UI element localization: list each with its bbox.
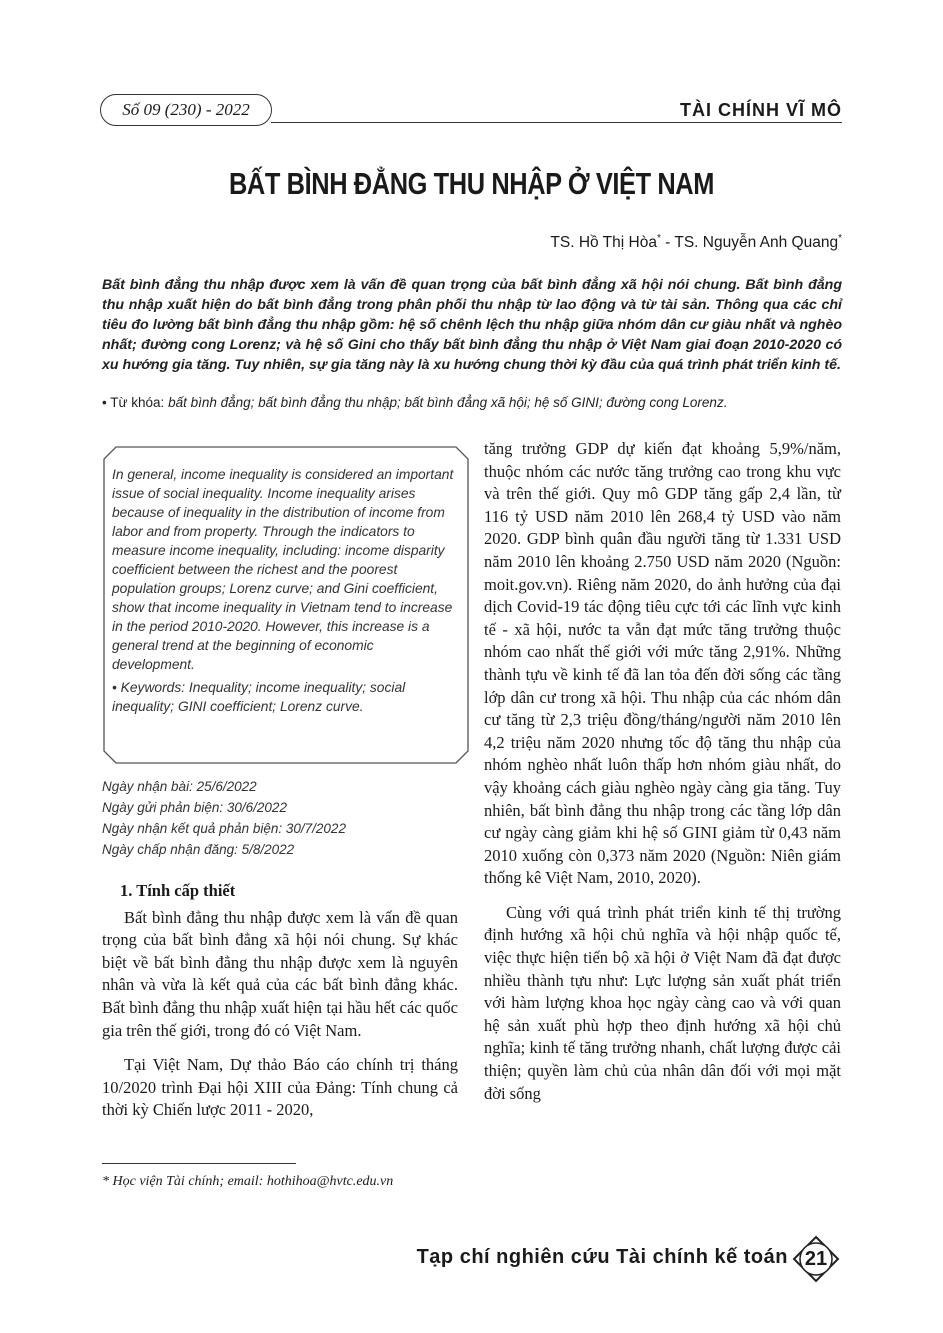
- english-abstract-text: [112, 465, 455, 716]
- body-paragraph: Cùng với quá trình phát triển kinh tế thị trường định hướng xã hội chủ nghĩa và hội nhập quốc tế, việc thực hiện tiến bộ xã hội ở Việt Nam đã đạt được nhiều thành tựu như: Lực lượng sản xuất phát triển với hàm lượng khoa học ngày càng cao và với quan hệ sản xuất phù hợp theo định hướng xã hội chủ nghĩa; kinh tế tăng trưởng nhanh, chất lượng được cải thiện; quyền làm chủ của nhân dân đối với mọi mặt đời sống: [484, 902, 841, 1103]
- english-keywords: • Keywords: Inequality; income inequality; social inequality; GINI coefficient; Lorenz curve.: [112, 680, 406, 714]
- date-sent-review: Ngày gửi phản biện: 30/6/2022: [102, 800, 287, 815]
- article-dates: [102, 776, 462, 860]
- body-paragraph: Bất bình đẳng thu nhập được xem là vấn đề quan trọng của bất bình đẳng xã hội nói chung. Sự khác biệt về bất bình đẳng thu nhập được xem là nguyên nhân và vừa là kết quả của các bất bình đẳng khác. Bất bình đẳng thu nhập xuất hiện tại hầu hết các quốc gia trên thế giới, trong đó có Việt Nam.: [102, 907, 458, 1040]
- author-2: TS. Nguyễn Anh Quang: [674, 234, 839, 252]
- article-title: BẤT BÌNH ĐẲNG THU NHẬP Ở VIỆT NAM: [228, 166, 715, 201]
- left-column: [102, 880, 458, 1122]
- keywords-label: • Từ khóa:: [102, 395, 165, 410]
- vietnamese-keywords: [102, 395, 842, 410]
- date-received: Ngày nhận bài: 25/6/2022: [102, 779, 257, 794]
- section-label: TÀI CHÍNH VĨ MÔ: [680, 100, 842, 120]
- issue-badge: Số 09 (230) - 2022: [100, 94, 272, 126]
- article-authors: [550, 233, 842, 252]
- body-paragraph: Tại Việt Nam, Dự thảo Báo cáo chính trị tháng 10/2020 trình Đại hội XIII của Đảng: Tính chung cả thời kỳ Chiến lược 2011 - 2020,: [102, 1055, 458, 1120]
- author-1-mark: *: [656, 233, 661, 244]
- keywords-value: bất bình đẳng; bất bình đẳng thu nhập; bất bình đẳng xã hội; hệ số GINI; đường cong Lorenz.: [168, 395, 728, 410]
- section-heading: 1. Tính cấp thiết: [120, 881, 236, 900]
- author-2-mark: *: [838, 233, 842, 244]
- header-rule: [271, 122, 842, 123]
- footnote-rule: [102, 1163, 296, 1164]
- footnote: * Học viện Tài chính; email: hothihoa@hvtc.edu.vn: [102, 1174, 394, 1189]
- author-separator: -: [660, 234, 675, 252]
- body-paragraph: tăng trưởng GDP dự kiến đạt khoảng 5,9%/năm, thuộc nhóm các nước tăng trưởng cao trong khu vực và trên thế giới. Quy mô GDP tăng gấp 2,4 lần, từ 116 tỷ USD năm 2010 lên 268,4 tỷ USD vào năm 2020. GDP bình quân đầu người tăng từ 1.331 USD năm 2010 lên khoảng 2.750 USD năm 2020 (Nguồn: moit.gov.vn). Riêng năm 2020, do ảnh hưởng của đại dịch Covid-19 tác động tiêu cực tới các lĩnh vực kinh tế - xã hội, nước ta vẫn đạt mức tăng trưởng thuộc nhóm cao nhất thế giới với mức tăng 2,91%. Những thành tựu về kinh tế đã lan tỏa đến đời sống các tầng lớp dân cư trong xã hội. Thu nhập của các nhóm dân cư tăng từ 2,3 triệu đồng/tháng/người năm 2010 lên 4,2 triệu năm 2020 nhưng tốc độ tăng thu nhập của nhóm nghèo nhất luôn thấp hơn nhóm giàu nhất, do vậy khoảng cách giàu nghèo ngày càng gia tăng. Tuy nhiên, bất bình đẳng thu nhập trong các tầng lớp dân cư ngày càng giảm khi hệ số GINI giảm từ 0,43 năm 2010 xuống còn 0,373 năm 2020 (Nguồn: Niên giám thống kê Việt Nam, 2010, 2020).: [484, 439, 841, 888]
- page-number: 21: [804, 1248, 828, 1270]
- english-abstract-box: [102, 445, 470, 765]
- journal-name: Tạp chí nghiên cứu Tài chính kế toán: [416, 1246, 788, 1268]
- date-review-result: Ngày nhận kết quả phản biện: 30/7/2022: [102, 821, 346, 836]
- date-accepted: Ngày chấp nhận đăng: 5/8/2022: [102, 842, 295, 857]
- vietnamese-abstract: Bất bình đẳng thu nhập được xem là vấn đề quan trọng của bất bình đẳng xã hội nói chung. Bất bình đẳng thu nhập xuất hiện do bất bình đẳng trong phân phối thu nhập từ lao động và từ tài sản. Thông qua các chỉ tiêu đo lường bất bình đẳng thu nhập gồm: hệ số chênh lệch thu nhập giữa nhóm dân cư giàu nhất và nghèo nhất; đường cong Lorenz; và hệ số Gini cho thấy bất bình đẳng thu nhập ở Việt Nam giai đoạn 2010-2020 có xu hướng gia tăng. Tuy nhiên, sự gia tăng này là xu hướng chung thời kỳ đầu của quá trình phát triển kinh tế.: [102, 277, 842, 373]
- author-1: TS. Hồ Thị Hòa: [550, 234, 657, 252]
- english-abstract: In general, income inequality is considered an important issue of social inequality. Income inequality arises because of inequality in the distribution of income from labor and from property. Through the indicators to measure income inequality, including: income disparity coefficient between the richest and the poorest population groups; Lorenz curve; and Gini coefficient, show that income inequality in Vietnam tend to increase in the period 2010-2020. However, this increase is a general trend at the beginning of economic development.: [112, 467, 454, 672]
- right-column: [484, 438, 841, 1105]
- page-number-badge: [792, 1235, 840, 1283]
